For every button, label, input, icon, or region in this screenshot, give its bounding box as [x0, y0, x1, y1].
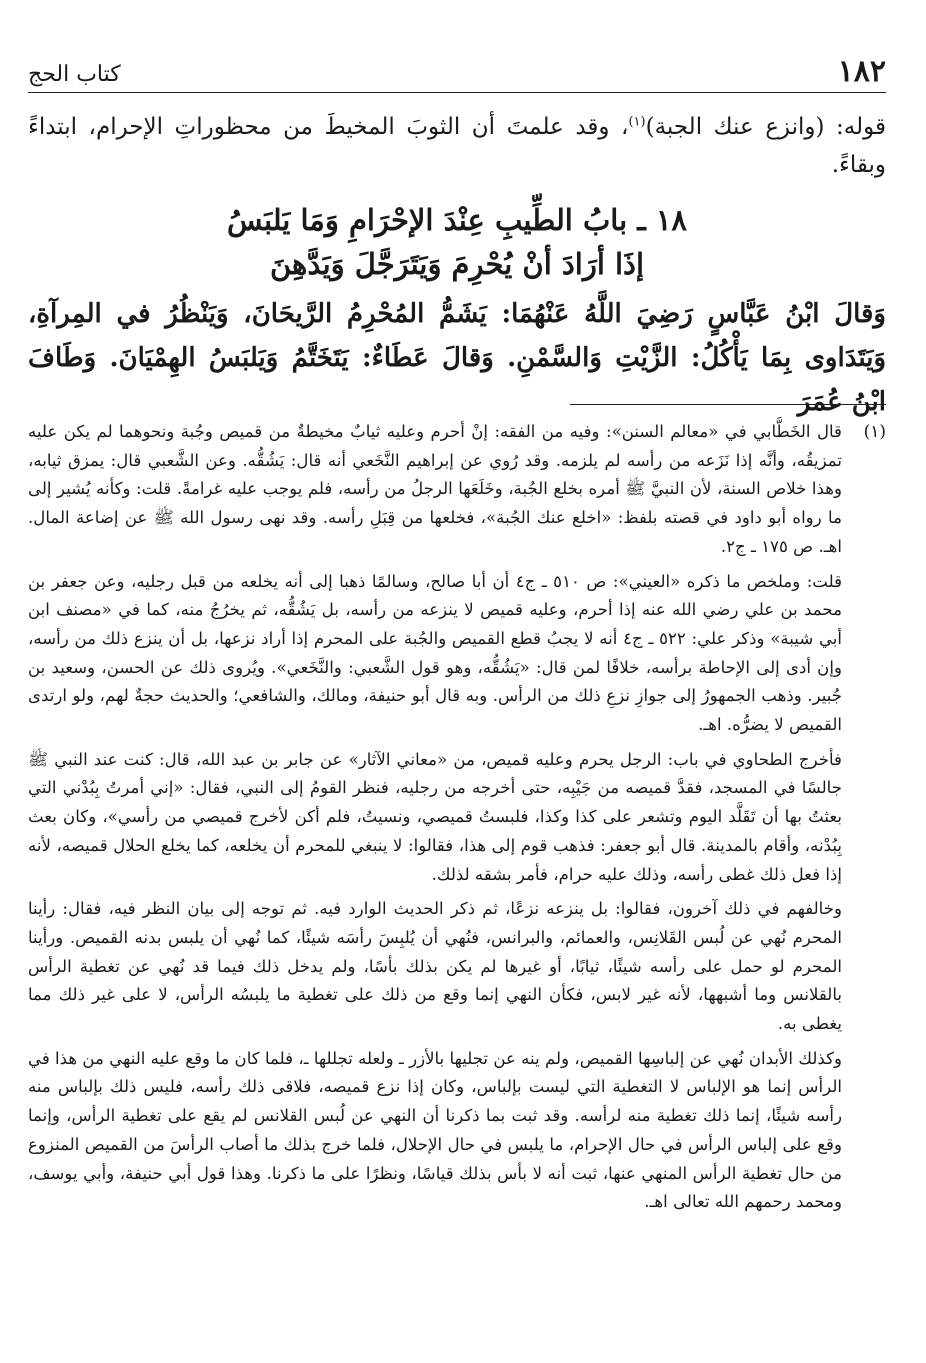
chapter-title-line-2: إذَا أرَادَ أنْ يُحْرِمَ وَيَتَرَجَّلَ وَيَدَّهِنَ — [269, 247, 645, 281]
intro-text: قوله: (وانزع عنك الجبة) — [645, 114, 886, 140]
footnote-paragraph: فأخرج الطحاوي في باب: الرجل يحرم وعليه قميص، من «معاني الآثار» عن جابر بن عبد الله، قال: كنت عند النبي ﷺ جالسًا في المسجد، فقدَّ قميصه من جَيْبِه، حتى أخرجه من رجليه، فنظر القومُ إلى النبي، فقال: «إني أمرتُ بِبُدْني التي بعثتُ بها أن تَقَلَّد اليوم وتشعر على كذا وكذا، فلبستُ قميصي، ونسيتُ، فلم أكن لأخرج قميصي من رأسي»، وكان بعث بِبُدْنه، وأقام بالمدينة. قال أبو جعفر: فذهب قوم إلى هذا، فقالوا: لا ينبغي للمحرم أن يخلعه، كما يخلع الحلال قميصه، لأنه إذا فعل ذلك غطى رأسه، وذلك عليه حرام، فأمر بشقه لذلك. — [28, 749, 842, 884]
footnote-body — [28, 418, 842, 1217]
intro-continuation: ، وقد علمتَ أن الثوبَ المخيطَ من محظوراتِ الإحرام، ابتداءً وبقاءً. — [28, 114, 886, 178]
footnote-paragraph: وكذلك الأبدان نُهي عن إلباسِها القميص، ولم ينه عن تجليها بالأزر ـ ولعله تجللها ـ، فلما كان ما وقع عليه النهي من هذا في الرأس إنما هو الإلباس لا التغطية التي ليست بإلباس، وكان إذا نزع قميصه، فلاقى ذلك رأسه، فليس ذلك بإلباس منه رأسه شيئًا، إنما ذلك تغطية منه لرأسه. وقد ثبت بما ذكرنا أن النهي عن لُبس القلانس لم يقع على تغطية الرأس، وإنما وقع على إلباس الرأس في حال الإحرام، ما يلبس في حال الإحلال، فلما خرج بذلك ما أصاب الرأسَ من القميص المنزوع من حال تغطية الرأس المنهي عنها، ثبت أنه لا بأس بذلك قياسًا، ونظرًا على ما ذكرنا. وهذا قول أبي حنيفة، وأبي يوسف، ومحمد رحمهم الله تعالى اهـ. — [28, 1048, 842, 1212]
footnote-paragraph: وخالفهم في ذلك آخرون، فقالوا: بل ينزعه نزعًا، ثم ذكر الحديث الوارد فيه. ثم توجه إلى بيان النظر فيه، فقال: رأينا المحرم نُهي عن لُبس القَلانِس، والعمائم، والبرانس، فنُهي أن يُلبِسَ رأسَه شيئًا، كما نُهي أن يلبس بدنه القميص. ورأينا المحرم لو حمل على رأسه شيئًا، ثيابًا، أو غيرها لم يكن بذلك بأسًا، ولم يدخل ذلك فيما قد نُهي عن تغطية الرأس بالقلانس وما أشبهها، لأنه غير لابس، فكأن النهي إنما وقع من ذلك على تغطية ما يلبسُه الرأس، لا على غير ذلك مما يغطى به. — [28, 899, 842, 1034]
intro-paragraph — [28, 108, 886, 184]
narration-paragraph: وَقالَ ابْنُ عَبَّاسٍ رَضِيَ اللَّهُ عَنْهُمَا: يَشَمُّ المُحْرِمُ الرَّيحَانَ، وَيَنْظُرُ في المِرآةِ، وَيَتَدَاوى بِمَا يَأْكُلُ: الزَّيْتِ وَالسَّمْنِ. وَقالَ عَطَاءٌ: يَتَخَتَّمُ وَيَلبَسُ الهِمْيَانَ. وَطَافَ ابْنُ عُمَرَ — [28, 299, 886, 417]
page-number: ١٨٢ — [837, 54, 886, 89]
running-title: كتاب الحج — [28, 62, 121, 87]
footnotes-section — [28, 418, 886, 1223]
footnote-paragraph: قلت: وملخص ما ذكره «العيني»: ص ٥١٠ ـ ج٤ أن أبا صالح، وسالمًا ذهبا إلى أنه يخلعه من قبل رجليه، وعن جعفر بن محمد بن علي رضي الله عنه إذا أحرم، وعليه قميص لا ينزعه من رأسه، بل يَشُقُّه، ثم يخرُجُ منه، كما في «مصنف ابن أبي شيبة» وذكر علي: ٥٢٢ ـ ج٤ أنه لا يجبُ قطع القميص والجُبة على المحرم إذا أراد نزعها، بل أن ينزع ذلك من رأسه، وإن أدى إلى الإحاطة برأسه، خلافًا لمن قال: «يَشُقُّه، وهو قول الشَّعبي: والنَّخَعي». ويُروى ذلك عن الحسن، وسعيد بن جُبير. وذهب الجمهورُ إلى جوازِ نزعِ ذلك من الرأس. وبه قال أبو حنيفة، ومالك، والشافعي؛ والحديث حجةٌ لهم، ولو ارتدى القميص لا يضرُّه. اهـ. — [28, 571, 843, 735]
footnote-divider — [570, 404, 886, 405]
chapter-title-line-1: ١٨ ـ بابُ الطِّيبِ عِنْدَ الإحْرَامِ وَمَا يَلبَسُ — [226, 203, 688, 237]
footnote-paragraph: قال الخَطَّابي في «معالم السنن»: وفيه من الفقه: إنْ أحرم وعليه ثيابٌ مخيطةٌ من قميص وجُبة ونحوهما لم يكن عليه تمزيقُه، وأنَّه إذا نَزَعه من رأسه لم يلزمه. وقد رُوي عن إبراهيم النَّخَعي أنه قال: يَشُقُّه. وعن الشَّعبي قال: يمزق ثيابه، وهذا خلاص السنة، لأن النبيَّ ﷺ أمره بخلع الجُبة، وخَلَعَها الرجلُ من رأسه، فلم يوجب عليه غرامةً. قلت: وكأنه يُشير إلى ما رواه أبو داود في قصته بلفظ: «اخلع عنك الجُبة»، فخلعها من قِبَلِ رأسه. وقد نهى رسول الله ﷺ عن إضاعة المال. اهـ. ص ١٧٥ ـ ج٢. — [28, 422, 842, 556]
chapter-heading — [28, 198, 886, 286]
footnote-marker: (١) — [863, 422, 886, 442]
main-text — [28, 108, 886, 424]
footnote-reference: (١) — [628, 114, 646, 130]
page-header — [28, 52, 886, 93]
